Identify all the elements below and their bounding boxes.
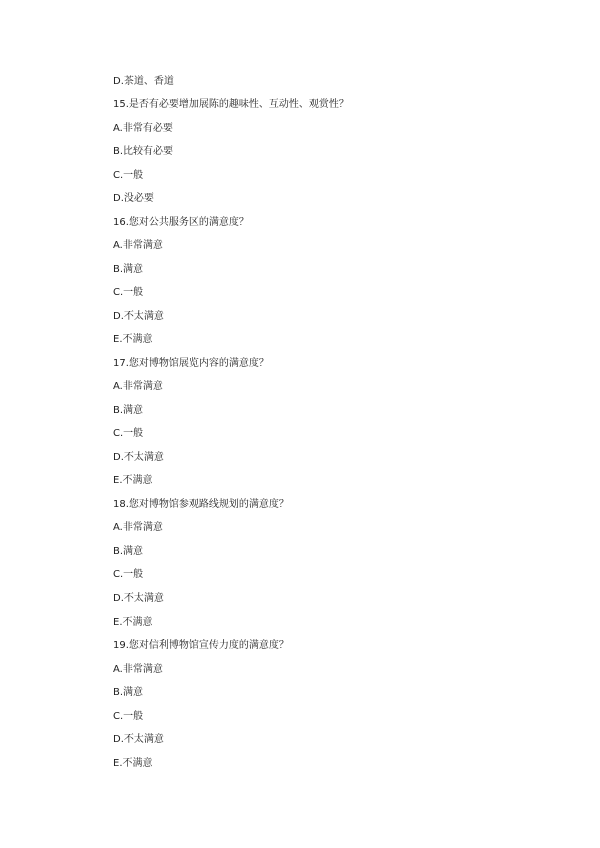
question-16: 16.您对公共服务区的满意度？ bbox=[113, 217, 249, 228]
option-15-c: C.一般 bbox=[113, 170, 144, 181]
option-15-b: B.比较有必要 bbox=[113, 146, 174, 157]
option-17-d: D.不太满意 bbox=[113, 452, 164, 463]
option-17-a: A.非常满意 bbox=[113, 381, 163, 392]
option-18-e: E.不满意 bbox=[113, 617, 153, 628]
option-17-b: B.满意 bbox=[113, 405, 144, 416]
option-19-e: E.不满意 bbox=[113, 758, 153, 769]
question-15: 15.是否有必要增加展陈的趣味性、互动性、观赏性？ bbox=[113, 99, 349, 110]
question-19: 19.您对信利博物馆宣传力度的满意度？ bbox=[113, 640, 289, 651]
option-18-d: D.不太满意 bbox=[113, 593, 164, 604]
option-16-c: C.一般 bbox=[113, 287, 144, 298]
question-18: 18.您对博物馆参观路线规划的满意度？ bbox=[113, 499, 289, 510]
option-16-b: B.满意 bbox=[113, 264, 144, 275]
option-17-c: C.一般 bbox=[113, 428, 144, 439]
option-15-d: D.没必要 bbox=[113, 193, 154, 204]
option-19-a: A.非常满意 bbox=[113, 664, 163, 675]
option-18-c: C.一般 bbox=[113, 569, 144, 580]
option-19-b: B.满意 bbox=[113, 687, 144, 698]
option-19-c: C.一般 bbox=[113, 711, 144, 722]
option-16-a: A.非常满意 bbox=[113, 240, 163, 251]
option-19-d: D.不太满意 bbox=[113, 734, 164, 745]
option-14-d: D.茶道、香道 bbox=[113, 76, 174, 87]
option-18-a: A.非常满意 bbox=[113, 522, 163, 533]
option-16-e: E.不满意 bbox=[113, 334, 153, 345]
question-17: 17.您对博物馆展览内容的满意度？ bbox=[113, 358, 269, 369]
option-17-e: E.不满意 bbox=[113, 475, 153, 486]
option-18-b: B.满意 bbox=[113, 546, 144, 557]
option-16-d: D.不太满意 bbox=[113, 311, 164, 322]
option-15-a: A.非常有必要 bbox=[113, 123, 173, 134]
